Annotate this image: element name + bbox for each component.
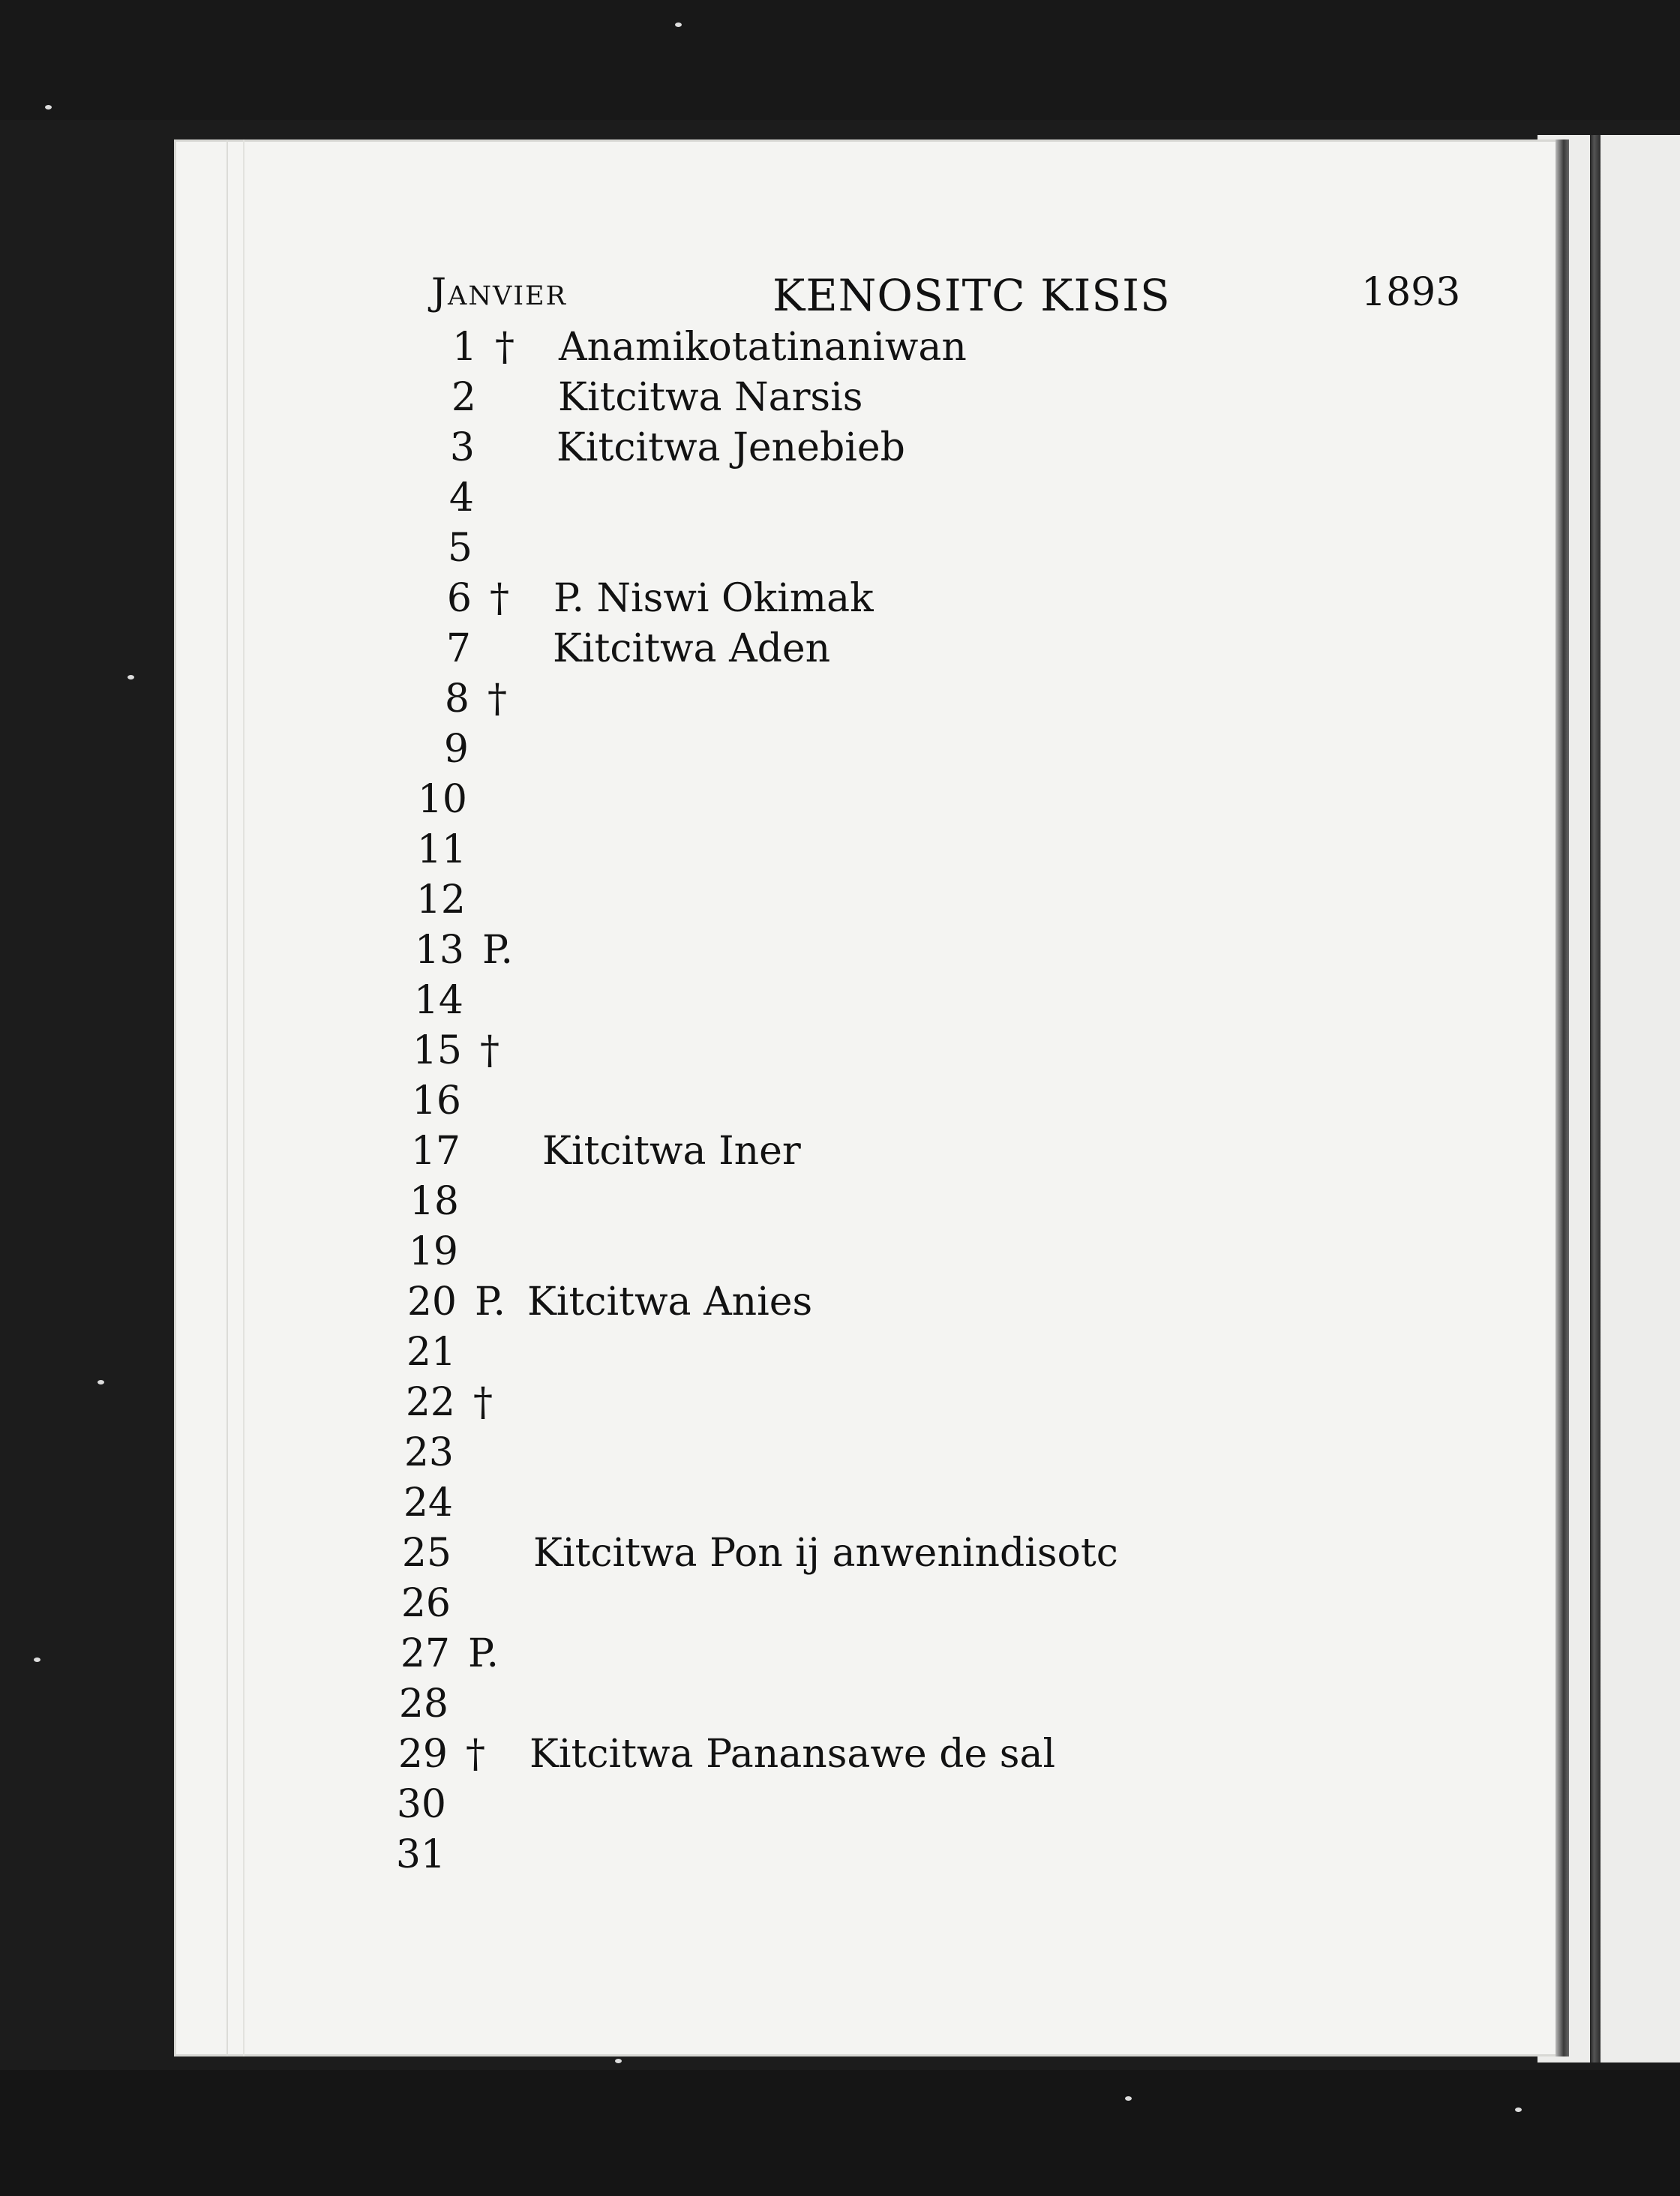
day-row <box>0 1277 1680 1328</box>
day-number: 21 <box>406 1330 456 1375</box>
day-number: 29 <box>398 1732 448 1777</box>
film-speck <box>675 22 682 27</box>
day-row <box>0 574 1680 624</box>
day-row <box>0 373 1680 423</box>
feast-mark: † <box>495 325 514 370</box>
day-row <box>0 1780 1680 1830</box>
day-number: 5 <box>447 526 472 571</box>
day-number: 18 <box>409 1179 459 1224</box>
day-number: 9 <box>443 727 469 772</box>
feast-mark: P. <box>482 928 513 973</box>
day-row <box>0 825 1680 875</box>
page-header <box>0 270 1680 330</box>
day-row <box>0 624 1680 674</box>
day-row <box>0 322 1680 373</box>
day-entry-text: P. Niswi Okimak <box>554 576 874 621</box>
day-row <box>0 1629 1680 1679</box>
year-label: 1893 <box>1361 270 1461 315</box>
day-row <box>0 724 1680 775</box>
day-row <box>0 473 1680 524</box>
day-row <box>0 926 1680 976</box>
day-number: 6 <box>446 576 472 621</box>
day-row <box>0 1528 1680 1579</box>
day-number: 17 <box>410 1129 460 1174</box>
day-row <box>0 1126 1680 1177</box>
day-entry-text: Kitcitwa Panansawe de sal <box>530 1732 1056 1777</box>
film-speck <box>128 675 134 680</box>
day-row <box>0 875 1680 926</box>
day-number: 3 <box>449 425 475 470</box>
film-border-bottom <box>0 2070 1680 2196</box>
feast-mark: † <box>473 1380 493 1425</box>
day-number: 2 <box>451 375 476 420</box>
day-number: 27 <box>400 1631 450 1676</box>
day-entry-text: Kitcitwa Narsis <box>558 375 863 420</box>
day-number: 24 <box>403 1480 453 1526</box>
feast-mark: P. <box>468 1631 499 1676</box>
day-row <box>0 1730 1680 1780</box>
day-number: 31 <box>395 1832 446 1877</box>
day-number: 20 <box>406 1280 457 1324</box>
day-row <box>0 1076 1680 1126</box>
day-number: 19 <box>408 1229 458 1274</box>
day-number: 25 <box>401 1531 452 1576</box>
day-number: 23 <box>404 1430 454 1475</box>
page-title: KENOSITC KISIS <box>772 270 1171 321</box>
day-entry-text: Kitcitwa Pon ij anwenindisotc <box>533 1531 1118 1576</box>
day-row <box>0 674 1680 724</box>
day-number: 13 <box>414 928 464 973</box>
day-number: 14 <box>413 978 464 1023</box>
month-label: Janvier <box>431 270 567 314</box>
day-number: 1 <box>452 325 477 370</box>
day-row <box>0 1328 1680 1378</box>
film-speck <box>45 105 52 110</box>
day-row <box>0 1177 1680 1227</box>
day-number: 11 <box>416 827 466 872</box>
film-border-top <box>0 0 1680 120</box>
day-number: 30 <box>396 1782 446 1827</box>
day-row <box>0 775 1680 825</box>
feast-mark: † <box>488 676 507 722</box>
day-number: 10 <box>417 777 467 822</box>
film-speck <box>1125 2096 1132 2101</box>
day-row <box>0 1478 1680 1528</box>
day-number: 22 <box>405 1380 455 1425</box>
day-number: 28 <box>398 1682 448 1726</box>
film-speck <box>1515 2108 1522 2112</box>
day-row <box>0 1579 1680 1629</box>
feast-mark: † <box>490 576 509 621</box>
day-entry-text: Kitcitwa Jenebieb <box>556 425 905 470</box>
day-row <box>0 1679 1680 1730</box>
film-speck <box>615 2059 622 2063</box>
day-number: 8 <box>444 676 470 722</box>
day-row <box>0 1428 1680 1478</box>
feast-mark: † <box>466 1732 485 1777</box>
day-number: 7 <box>446 626 471 671</box>
film-speck <box>98 1380 104 1384</box>
feast-mark: P. <box>475 1280 506 1324</box>
day-number: 12 <box>416 878 466 922</box>
day-number: 16 <box>411 1078 461 1124</box>
day-entry-text: Kitcitwa Aden <box>553 626 831 671</box>
feast-mark: † <box>480 1028 500 1073</box>
day-row <box>0 976 1680 1026</box>
day-row <box>0 1026 1680 1076</box>
day-entry-text: Kitcitwa Iner <box>542 1129 801 1174</box>
day-number: 26 <box>400 1581 451 1626</box>
day-row <box>0 423 1680 473</box>
film-speck <box>34 1658 40 1662</box>
day-entry-text: Anamikotatinaniwan <box>559 325 967 370</box>
day-row <box>0 1830 1680 1880</box>
day-entry-text: Kitcitwa Anies <box>527 1280 813 1324</box>
day-number: 4 <box>448 476 474 520</box>
day-row <box>0 1227 1680 1277</box>
day-row <box>0 1378 1680 1428</box>
day-number: 15 <box>412 1028 462 1073</box>
day-row <box>0 524 1680 574</box>
